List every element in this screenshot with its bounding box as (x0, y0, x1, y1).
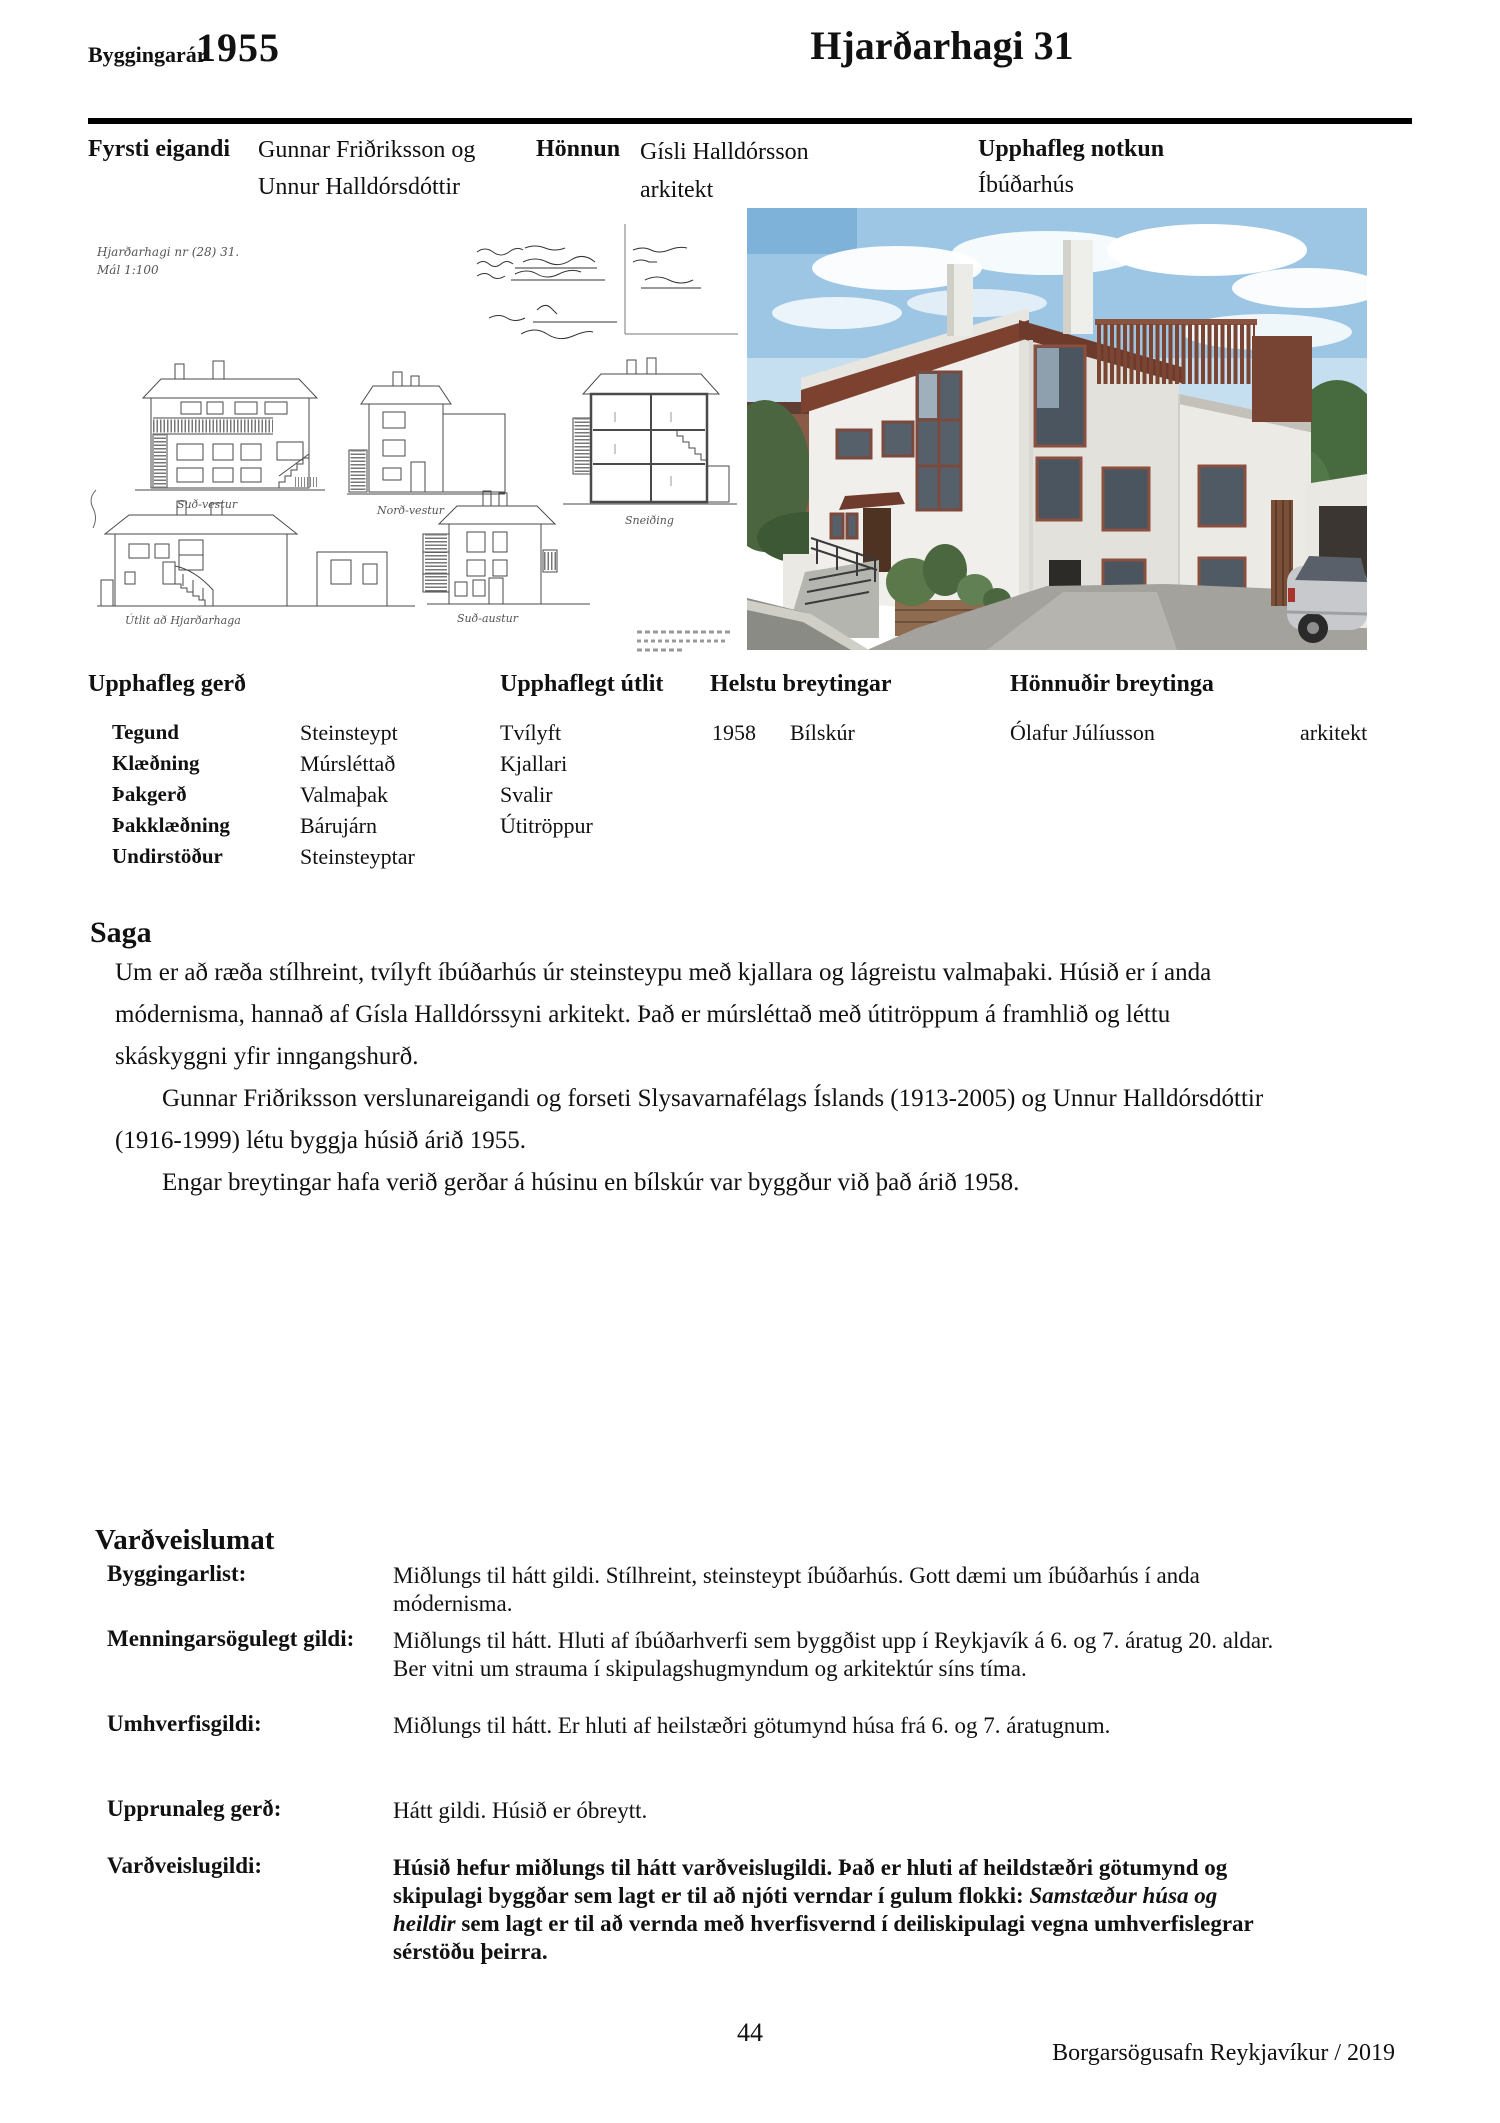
preservation-heading: Varðveislumat (95, 1524, 275, 1556)
change-designers-heading: Hönnuðir breytinga (1010, 671, 1214, 697)
preservation-text-line: módernisma. (393, 1591, 513, 1616)
vardveislugildi-text (393, 1854, 1408, 1966)
saga-text-line: Gunnar Friðriksson verslunareigandi og forseti Slysavarnafélags Íslands (1913-2005) og Unnur Halldórsdóttir (162, 1085, 1264, 1112)
appearance-item: Svalir (500, 782, 553, 807)
field-value-thakklaedning: Bárujárn (300, 813, 377, 838)
preservation-text-line: Ber vitni um strauma í skipulagshugmyndum og arkitektúr síns tíma. (393, 1656, 1027, 1681)
preservation-text-line: Miðlungs til hátt. Hluti af íbúðarhverfi sem byggðist upp í Reykjavík á 6. og 7. áratug 20. aldar. (393, 1628, 1274, 1653)
elevation-southeast (423, 491, 590, 604)
field-value-undirstodur: Steinsteyptar (300, 844, 415, 869)
first-owner-value-line1: Gunnar Friðriksson og (258, 137, 476, 163)
field-label-undirstodur: Undirstöður (112, 844, 223, 868)
preservation-text-byggingarlist (393, 1562, 1408, 1618)
preservation-text-line: Miðlungs til hátt gildi. Stílhreint, steinsteypt íbúðarhús. Gott dæmi um íbúðarhús í anda (393, 1563, 1200, 1588)
preservation-text-umhverfisgildi (393, 1712, 1408, 1740)
label-southwest: Suð-vestur (177, 498, 238, 511)
main-changes-heading: Helstu breytingar (710, 671, 892, 697)
preservation-label-vardveislugildi: Varðveislugildi: (107, 1853, 263, 1878)
preservation-text-upprunaleg-gerd (393, 1797, 1408, 1825)
preservation-text-line: sérstöðu þeirra. (393, 1939, 548, 1964)
stamp-handwriting (477, 246, 701, 339)
field-value-klaedning: Múrsléttað (300, 751, 396, 776)
original-use-value: Íbúðarhús (978, 172, 1074, 198)
appearance-item: Tvílyft (500, 720, 562, 745)
preservation-text-line: Miðlungs til hátt. Er hluti af heilstæðri götumynd húsa frá 6. og 7. áratugnum. (393, 1713, 1111, 1738)
elevation-northwest (347, 372, 505, 494)
design-value-line1: Gísli Halldórsson (640, 139, 809, 165)
label-section: Sneiðing (625, 514, 674, 527)
preservation-text-line: skipulagi byggðar sem lagt er til að njóti verndar í gulum flokki: Samstæður húsa og (393, 1883, 1218, 1908)
drawing-signature-block (637, 632, 733, 652)
section-drawing (563, 358, 737, 504)
label-southeast: Suð-austur (457, 612, 519, 625)
change-description: Bílskúr (790, 720, 855, 745)
first-owner-value-line2: Unnur Halldórsdóttir (258, 174, 460, 200)
preservation-text-line: Húsið hefur miðlungs til hátt varðveislugildi. Það er hluti af heildstæðri götumynd og (393, 1855, 1228, 1880)
building-year-value: 1955 (196, 25, 280, 70)
change-designer-role: arkitekt (1300, 720, 1368, 745)
saga-text-line: (1916-1999) létu byggja húsið árið 1955. (115, 1127, 527, 1154)
drawing-title-note: Hjarðarhagi nr (28) 31. (97, 245, 240, 259)
change-year: 1958 (712, 720, 756, 745)
field-value-thakgerd: Valmaþak (300, 782, 388, 807)
design-label: Hönnun (536, 136, 621, 162)
saga-text-line: skáskyggni yfir inngangshurð. (115, 1043, 419, 1070)
building-year-label: Byggingarár (88, 42, 207, 67)
label-northwest: Norð-vestur (377, 504, 444, 517)
saga-heading: Saga (90, 916, 152, 949)
architectural-drawings-image (85, 222, 740, 652)
label-street-view: Útlit að Hjarðarhaga (125, 614, 241, 627)
house-photo (747, 208, 1367, 650)
original-appearance-heading: Upphaflegt útlit (500, 671, 664, 697)
original-use-label: Upphafleg notkun (978, 136, 1165, 162)
preservation-text-menningarsogulegt (393, 1627, 1408, 1683)
footer-credit: Borgarsögusafn Reykjavíkur / 2019 (1052, 2040, 1395, 2066)
field-value-tegund: Steinsteypt (300, 720, 398, 745)
preservation-label-upprunaleg-gerd: Upprunaleg gerð: (107, 1796, 282, 1821)
appearance-item: Útitröppur (500, 813, 593, 838)
field-label-thakgerd: Þakgerð (112, 782, 187, 806)
appearance-item: Kjallari (500, 751, 568, 776)
field-label-thakklaedning: Þakklæðning (112, 813, 230, 837)
field-label-tegund: Tegund (112, 720, 179, 744)
elevation-southwest (135, 361, 325, 490)
change-designer-name: Ólafur Júlíusson (1010, 720, 1155, 745)
saga-text-line: Um er að ræða stílhreint, tvílyft íbúðarhús úr steinsteypu með kjallara og lágreistu valmaþaki. Húsið er í anda (115, 959, 1212, 986)
preservation-text-line: Hátt gildi. Húsið er óbreytt. (393, 1798, 648, 1823)
preservation-label-menningarsogulegt: Menningarsögulegt gildi: (107, 1626, 355, 1651)
preservation-label-umhverfisgildi: Umhverfisgildi: (107, 1711, 262, 1736)
design-value-line2: arkitekt (640, 177, 714, 203)
preservation-text-line: heildir sem lagt er til að vernda með hverfisvernd í deiliskipulagi vegna umhverfislegrar (393, 1911, 1254, 1936)
drawing-scale-note: Mál 1:100 (97, 263, 159, 277)
saga-text-line: módernisma, hannað af Gísla Halldórssyni arkitekt. Það er múrsléttað með útitröppum á framhlið og léttu (115, 1001, 1171, 1028)
header-divider (88, 118, 1412, 124)
field-label-klaedning: Klæðning (112, 751, 200, 775)
first-owner-label: Fyrsti eigandi (88, 136, 230, 162)
preservation-label-byggingarlist: Byggingarlist: (107, 1561, 247, 1586)
original-form-heading: Upphafleg gerð (88, 671, 246, 697)
page-number: 44 (737, 2018, 763, 2047)
saga-text-line: Engar breytingar hafa verið gerðar á húsinu en bílskúr var byggður við það árið 1958. (162, 1169, 1020, 1196)
elevation-street (97, 501, 415, 606)
page-title: Hjarðarhagi 31 (810, 23, 1074, 68)
